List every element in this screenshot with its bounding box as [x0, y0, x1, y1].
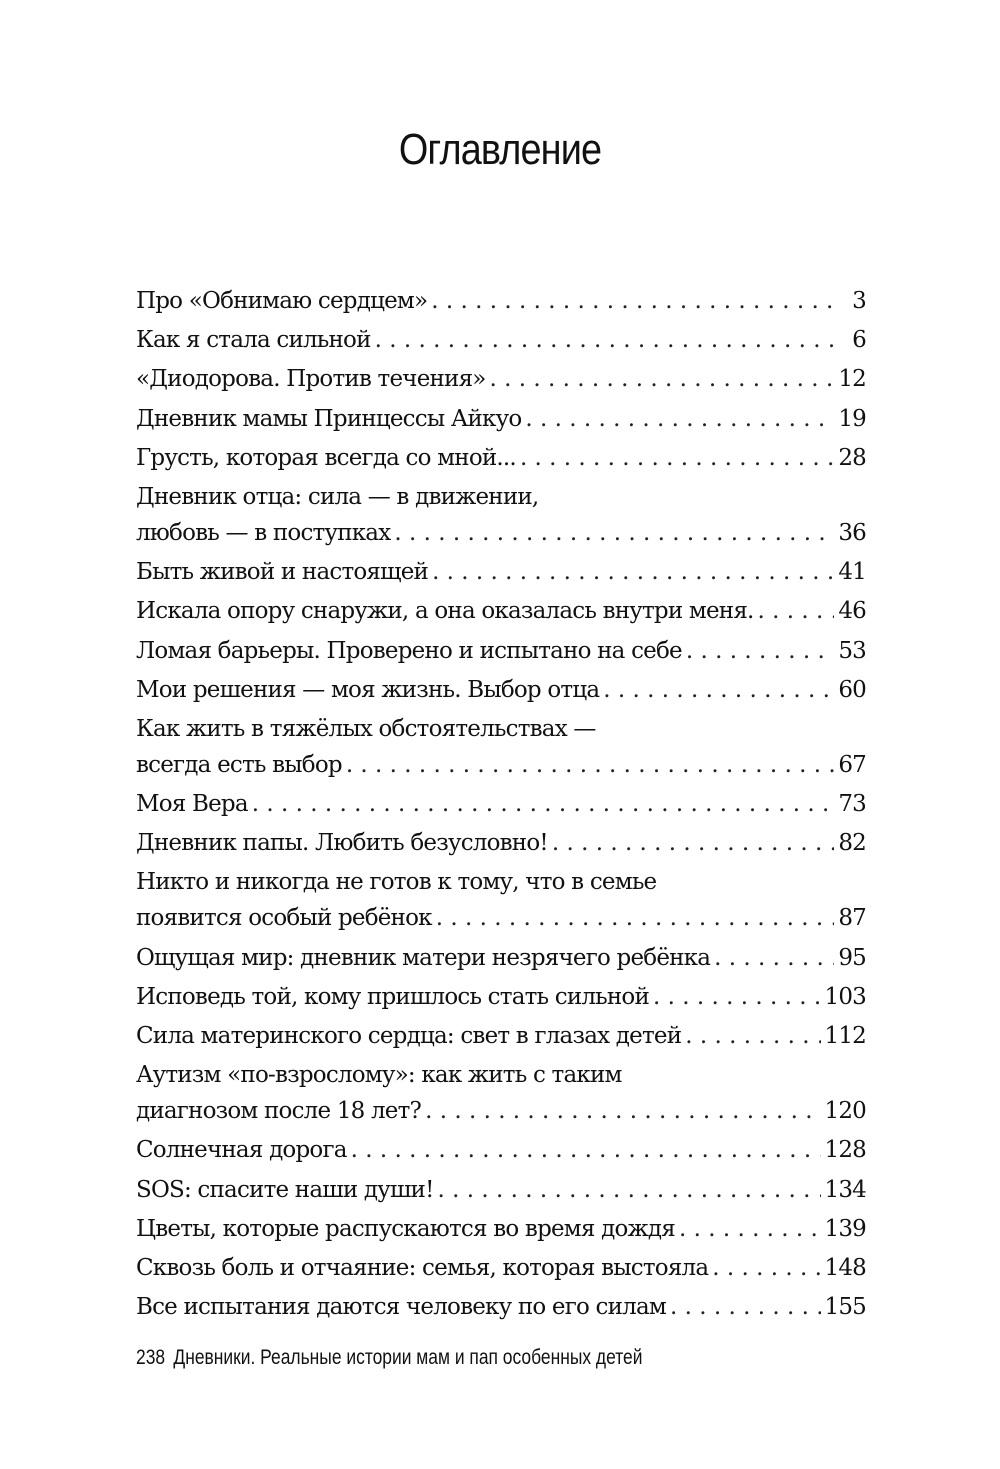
toc-entry-page-number: 82 — [838, 830, 866, 857]
toc-entry-page-number: 148 — [824, 1254, 866, 1281]
toc-entry — [136, 1057, 866, 1129]
toc-entry — [136, 479, 866, 551]
toc-entry — [136, 711, 866, 783]
toc-entry — [136, 554, 866, 590]
toc-entry-page-number: 87 — [838, 905, 866, 932]
toc-entry-page-number: 67 — [838, 751, 866, 778]
toc-entry — [136, 786, 866, 822]
toc-entry — [136, 361, 866, 397]
page-title: Оглавление — [398, 125, 602, 174]
toc-entry-title-line: Как я стала сильной — [136, 327, 371, 354]
toc-entry-title-line: Про «Обнимаю сердцем» — [136, 288, 428, 314]
page-footer — [136, 1344, 642, 1372]
dot-leader — [520, 440, 834, 476]
dot-leader — [653, 979, 820, 1015]
dot-leader — [432, 554, 834, 590]
dot-leader — [685, 1018, 820, 1054]
toc-entry-title-line: Как жить в тяжёлых обстоятельствах — — [136, 715, 596, 742]
dot-leader — [425, 1093, 820, 1129]
toc-entry-title-line: диагнозом после 18 лет? — [136, 1098, 422, 1125]
dot-leader — [525, 401, 834, 437]
dot-leader — [351, 1132, 821, 1168]
dot-leader — [603, 672, 834, 708]
dot-leader — [438, 1172, 821, 1208]
toc-entry-title-line: Все испытания даются человеку по его силам — [136, 1294, 666, 1321]
toc-entry-page-number: 139 — [824, 1215, 866, 1242]
toc-entry-page-number: 53 — [838, 637, 866, 664]
toc-entry-page-number: 46 — [838, 598, 866, 625]
toc-entry-title-line: Быть живой и настоящей — [136, 559, 429, 586]
dot-leader — [670, 1289, 821, 1325]
toc-entry — [136, 1289, 866, 1325]
footer-book-title: Дневники. Реальные истории мам и пап особенных детей — [173, 1346, 643, 1369]
toc-entry-page-number: 60 — [838, 676, 866, 703]
toc-entry — [136, 672, 866, 708]
toc-entry — [136, 633, 866, 669]
dot-leader — [679, 1211, 821, 1247]
toc-entry — [136, 1018, 866, 1054]
toc-entry — [136, 1132, 866, 1168]
toc-entry-title-line: Дневник отца: сила — в движении, — [136, 483, 539, 510]
dot-leader — [394, 515, 834, 551]
toc-entry-title-line: Дневник папы. Любить безусловно! — [136, 830, 548, 857]
toc-entry-page-number: 128 — [824, 1137, 866, 1164]
toc-entry-title-line: SOS: спасите наши души! — [136, 1176, 434, 1203]
toc-entry-page-number: 112 — [824, 1023, 866, 1049]
toc-entry — [136, 1172, 866, 1208]
dot-leader — [712, 1250, 820, 1286]
dot-leader — [431, 283, 838, 319]
toc-entry-title-line: Сквозь боль и отчаяние: семья, которая выстояла — [136, 1254, 709, 1281]
toc-entry — [136, 322, 866, 358]
toc-entry-title-line: всегда есть выбор — [136, 751, 342, 778]
dot-leader — [686, 633, 834, 669]
toc-entry-title-line: Мои решения — моя жизнь. Выбор отца — [136, 676, 600, 703]
dot-leader — [252, 786, 835, 822]
toc-entry-page-number: 12 — [838, 366, 866, 393]
toc-entry-page-number: 36 — [838, 519, 866, 546]
toc-entry-page-number: 3 — [852, 288, 866, 314]
dot-leader — [375, 322, 838, 358]
table-of-contents — [136, 283, 866, 1328]
toc-entry-title-line: Никто и никогда не готов к тому, что в семье — [136, 869, 657, 896]
toc-entry-title-line: Грусть, которая всегда со мной... — [136, 444, 516, 471]
toc-entry — [136, 401, 866, 437]
toc-entry-title-line: Сила материнского сердца: свет в глазах детей — [136, 1023, 682, 1049]
toc-entry-page-number: 6 — [852, 327, 866, 354]
toc-entry-title-line: Моя Вера — [136, 791, 248, 818]
toc-entry-page-number: 95 — [838, 944, 866, 971]
dot-leader — [346, 747, 835, 783]
toc-entry-page-number: 155 — [824, 1294, 866, 1321]
toc-entry-page-number: 134 — [824, 1176, 866, 1203]
toc-entry-title-line: «Диодорова. Против течения» — [136, 366, 486, 393]
toc-entry-title-line: появится особый ребёнок — [136, 905, 432, 932]
dot-leader — [490, 361, 835, 397]
dot-leader — [552, 825, 835, 861]
dot-leader — [714, 940, 834, 976]
toc-entry — [136, 1211, 866, 1247]
toc-entry-title-line: Ощущая мир: дневник матери незрячего ребёнка — [136, 944, 711, 971]
toc-entry-title-line: Исповедь той, кому пришлось стать сильной — [136, 983, 650, 1010]
dot-leader — [436, 900, 835, 936]
toc-entry-page-number: 103 — [824, 983, 866, 1010]
toc-entry — [136, 283, 866, 319]
toc-entry-title-line: Ломая барьеры. Проверено и испытано на себе — [136, 637, 682, 664]
toc-entry — [136, 979, 866, 1015]
toc-entry-title-line: Аутизм «по-взрослому»: как жить с таким — [136, 1062, 622, 1089]
dot-leader — [758, 593, 835, 629]
toc-entry-page-number: 120 — [824, 1098, 866, 1125]
toc-entry — [136, 940, 866, 976]
toc-entry — [136, 440, 866, 476]
toc-entry-page-number: 19 — [838, 405, 866, 432]
toc-entry-page-number: 41 — [838, 559, 866, 586]
footer-page-number: 238 — [136, 1346, 166, 1369]
toc-entry — [136, 1250, 866, 1286]
toc-entry-title-line: любовь — в поступках — [136, 519, 391, 546]
toc-entry-page-number: 73 — [838, 791, 866, 818]
toc-entry-page-number: 28 — [838, 444, 866, 471]
toc-entry-title-line: Солнечная дорога — [136, 1137, 347, 1164]
toc-entry — [136, 864, 866, 936]
toc-entry-title-line: Дневник мамы Принцессы Айкуо — [136, 405, 522, 432]
toc-entry — [136, 825, 866, 861]
toc-entry — [136, 593, 866, 629]
toc-entry-title-line: Искала опору снаружи, а она оказалась внутри меня. — [136, 598, 754, 625]
toc-entry-title-line: Цветы, которые распускаются во время дождя — [136, 1215, 675, 1242]
